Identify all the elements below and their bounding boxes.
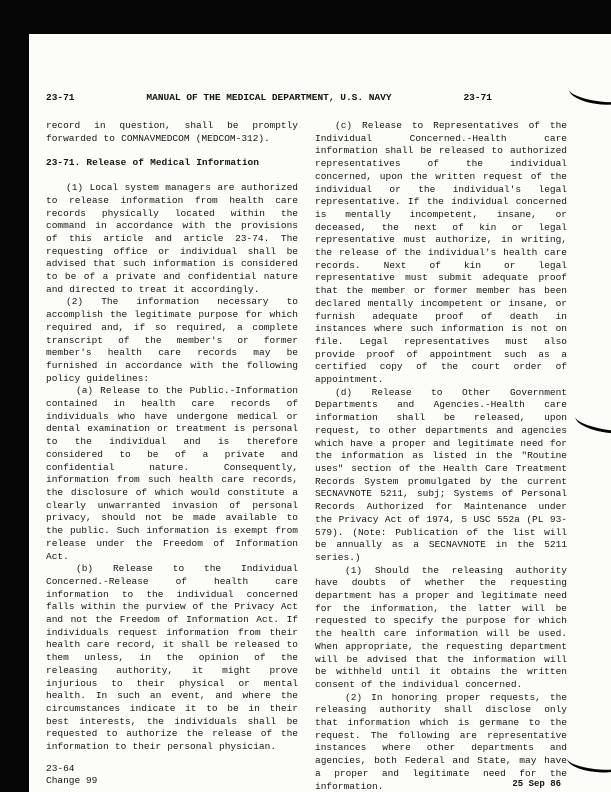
page-footer-left (46, 763, 97, 787)
left-column (46, 120, 298, 792)
header-article-number-left: 23-71 (46, 92, 75, 103)
paragraph-continuation: record in question, shall be promptly forwarded to COMNAVMEDCOM (MEDCOM-312). (46, 120, 298, 144)
section-heading: 23-71. Release of Medical Information (46, 157, 259, 169)
page-title: MANUAL OF THE MEDICAL DEPARTMENT, U.S. NAVY (146, 92, 392, 103)
paragraph-b: (b) Release to the Individual Concerned.-Release of health care information to the individual concerned falls within the purview of the Privacy Act and not the Freedom of Information Act. If individuals request information from their health care record, it shall be released to them unless, in the opinion of the releasing authority, it might prove injurious to their physical or mental health. In such an event, and where the circumstances indicate it to be in their best interests, the individuals shall be requested to authorize the release of the information to their personal physician. (46, 563, 298, 753)
paragraph-d-2: (2) In honoring proper requests, the releasing authority shall disclose only that information which is germane to the request. The following are representative instances where other departments and agencies, both Federal and State, may have a proper and legitimate need for the information. (315, 691, 567, 792)
paragraph-2: (2) The information necessary to accomplish the legitimate purpose for which required and, if so required, a complete transcript of the member's or former member's health care records may be furnished in accordance with the following policy guidelines: (46, 296, 298, 384)
footer-page-number: 23-64 (46, 763, 75, 774)
text-body (46, 120, 568, 792)
header-article-number-right: 23-71 (463, 92, 492, 103)
footer-change-number: Change 99 (46, 775, 98, 786)
paragraph-1: (1) Local system managers are authorized to release information from health care records physically located within the command in accordance with the provisions of this article and article 23-74. The requesting office or individual shall be advised that such information is considered to be of a private and confidential nature and directed to treat it accordingly. (46, 182, 298, 295)
right-column (315, 120, 567, 792)
page-curl-mark (574, 407, 611, 437)
paragraph-c: (c) Release to Representatives of the Individual Concerned.-Health care information shall be released to authorized representatives of the individual concerned, upon the written request of the individual or the individual's legal representative. If the individual concerned is mentally incompetent, insane, or deceased, the next of kin or legal representative must authorize, in writing, the release of the individual's health care records. Next of kin or legal representative must submit adequate proof that the member or former member has been declared mentally incompetent or insane, or furnish adequate proof of death in instances where such information is not on file. Legal representatives must also provide proof of appointment such as a certified copy of the court order of appointment. (315, 120, 567, 386)
paragraph-a: (a) Release to the Public.-Information contained in health care records of individuals who have undergone medical or dental examination or treatment is personal to the individual and is therefore considered to be of a private and confidential nature. Consequently, information from such health care records, the disclosure of which would constitute a clearly unwarranted invasion of personal privacy, should not be made available to the public. Such information is exempt from release under the Freedom of Information Act. (46, 385, 298, 562)
scan-border-top (0, 0, 611, 34)
paragraph-d-1: (1) Should the releasing authority have doubts of whether the requesting department has a proper and legitimate need for the information, the latter will be requested to specify the purpose for which the health care information will be used. When appropriate, the requesting department will be advised that the information will be withheld until it obtains the written consent of the individual concerned. (315, 564, 567, 690)
scan-border-left (0, 0, 29, 792)
footer-date: 25 Sep 86 (512, 779, 561, 789)
page-curl-mark (568, 80, 611, 109)
paragraph-d: (d) Release to Other Government Departments and Agencies.-Health care information shall be released, upon request, to other departments and agencies which have a proper and legitimate need for the information as listed in the "Routine uses" section of the Health Care Treatment Records System promulgated by the current SECNAVNOTE 5211, subj; Systems of Personal Records Authorized for Maintenance under the Privacy Act of 1974, 5 USC 552a (PL 93-579). (Note: Publication of the list will be annually as a SECNAVNOTE in the 5211 series.) (315, 386, 567, 563)
page-curl-mark (566, 749, 611, 776)
page-header (46, 92, 492, 103)
